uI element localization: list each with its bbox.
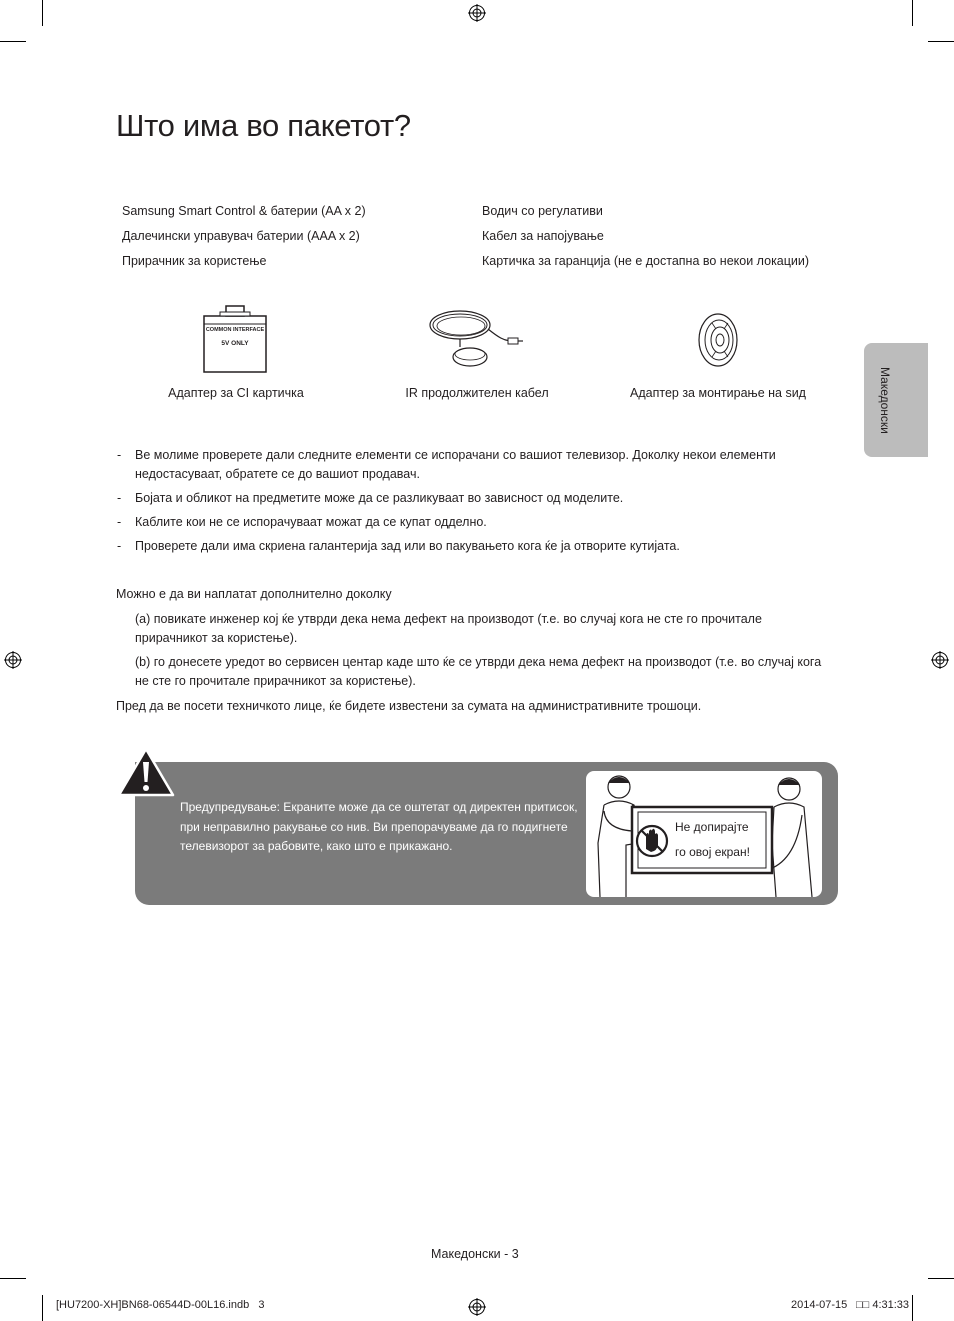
charges-item-b: (b) го донесете уредот во сервисен центар каде што ќе се утврди дека нема дефект на производот (т.е. во случај кога не сте го прочитале прирачникот за користење). bbox=[135, 655, 822, 688]
crop-mark bbox=[42, 0, 43, 26]
file-info: [HU7200-XH]BN68-06544D-00L16.indb 3 bbox=[56, 1299, 265, 1311]
crop-mark bbox=[928, 41, 954, 42]
page-number: Македонски - 3 bbox=[431, 1247, 519, 1261]
side-tab-label: Македонски bbox=[878, 367, 892, 434]
print-time: □□ 4:31:33 bbox=[856, 1299, 910, 1311]
ir-cable-icon bbox=[428, 303, 524, 375]
registration-mark-icon bbox=[4, 651, 22, 669]
charges-item-a: (a) повикате инженер кој ќе утврди дека нема дефект на производот (т.е. во случај кога не сте го прочитале прирачникот за користење). bbox=[135, 612, 762, 645]
contents-item: Samsung Smart Control & батерии (AA x 2) bbox=[122, 204, 366, 218]
tv-screen-text: го овој екран! bbox=[675, 845, 750, 859]
page-title: Што има во пакетот? bbox=[116, 108, 411, 143]
list-item: - Ве молиме проверете дали следните елементи се испорачани со вашиот телевизор. Доколку некои елементи недостасуваат, обратете се до вашиот продавач. bbox=[116, 446, 836, 484]
crop-mark bbox=[912, 0, 913, 26]
charges-intro: Можно е да ви наплатат дополнително доколку bbox=[116, 587, 392, 601]
registration-mark-icon bbox=[931, 651, 949, 669]
language-side-tab bbox=[864, 343, 928, 457]
crop-mark bbox=[0, 41, 26, 42]
contents-item: Водич со регулативи bbox=[482, 204, 603, 218]
wall-mount-adapter-icon bbox=[698, 313, 738, 367]
tv-screen-text: Не допирајте bbox=[675, 820, 749, 834]
accessory-caption: IR продолжителен кабел bbox=[405, 386, 549, 400]
print-date: 2014-07-15 bbox=[791, 1299, 848, 1311]
list-item: - Бојата и обликот на предметите може да се разликуваат во зависност од моделите. bbox=[116, 489, 836, 508]
accessory-caption: Адаптер за CI картичка bbox=[168, 386, 304, 400]
ci-adapter-label: COMMON INTERFACE bbox=[205, 327, 265, 333]
warning-triangle-icon bbox=[117, 747, 175, 797]
crop-mark bbox=[912, 1295, 913, 1321]
ci-card-adapter-icon bbox=[198, 304, 272, 374]
list-item: - Каблите кои не се испорачуваат можат да се купат одделно. bbox=[116, 513, 836, 532]
crop-mark bbox=[42, 1295, 43, 1321]
people-holding-tv-icon bbox=[586, 771, 822, 897]
crop-mark bbox=[928, 1278, 954, 1279]
tv-handling-illustration bbox=[586, 771, 822, 897]
crop-mark bbox=[0, 1278, 26, 1279]
accessory-caption: Адаптер за монтирање на ѕид bbox=[630, 386, 806, 400]
warning-text bbox=[180, 798, 580, 857]
notes-list bbox=[116, 446, 836, 561]
contents-item: Прирачник за користење bbox=[122, 254, 267, 268]
warning-body: : Екраните може да се оштетат од директен притисок, при неправилно ракување со нив. Ви препорачуваме да го подигнете телевизорот за рабовите, како што е прикажано. bbox=[180, 800, 578, 853]
contents-item: Картичка за гаранција (не е достапна во некои локации) bbox=[482, 254, 810, 268]
charges-closing: Пред да ве посети техничкото лице, ќе бидете известени за сумата на административните трошоци. bbox=[116, 699, 702, 713]
registration-mark-icon bbox=[468, 4, 486, 22]
contents-item: Далечински управувач батерии (AAA x 2) bbox=[122, 229, 360, 243]
warning-label: Предупредување bbox=[180, 800, 277, 814]
registration-mark-icon bbox=[468, 1298, 486, 1316]
list-item: - Проверете дали има скриена галантерија зад или во пакувањето кога ќе ја отворите кутијата. bbox=[116, 537, 836, 556]
ci-adapter-label: 5V ONLY bbox=[221, 340, 249, 347]
contents-item: Кабел за напојување bbox=[482, 229, 604, 243]
